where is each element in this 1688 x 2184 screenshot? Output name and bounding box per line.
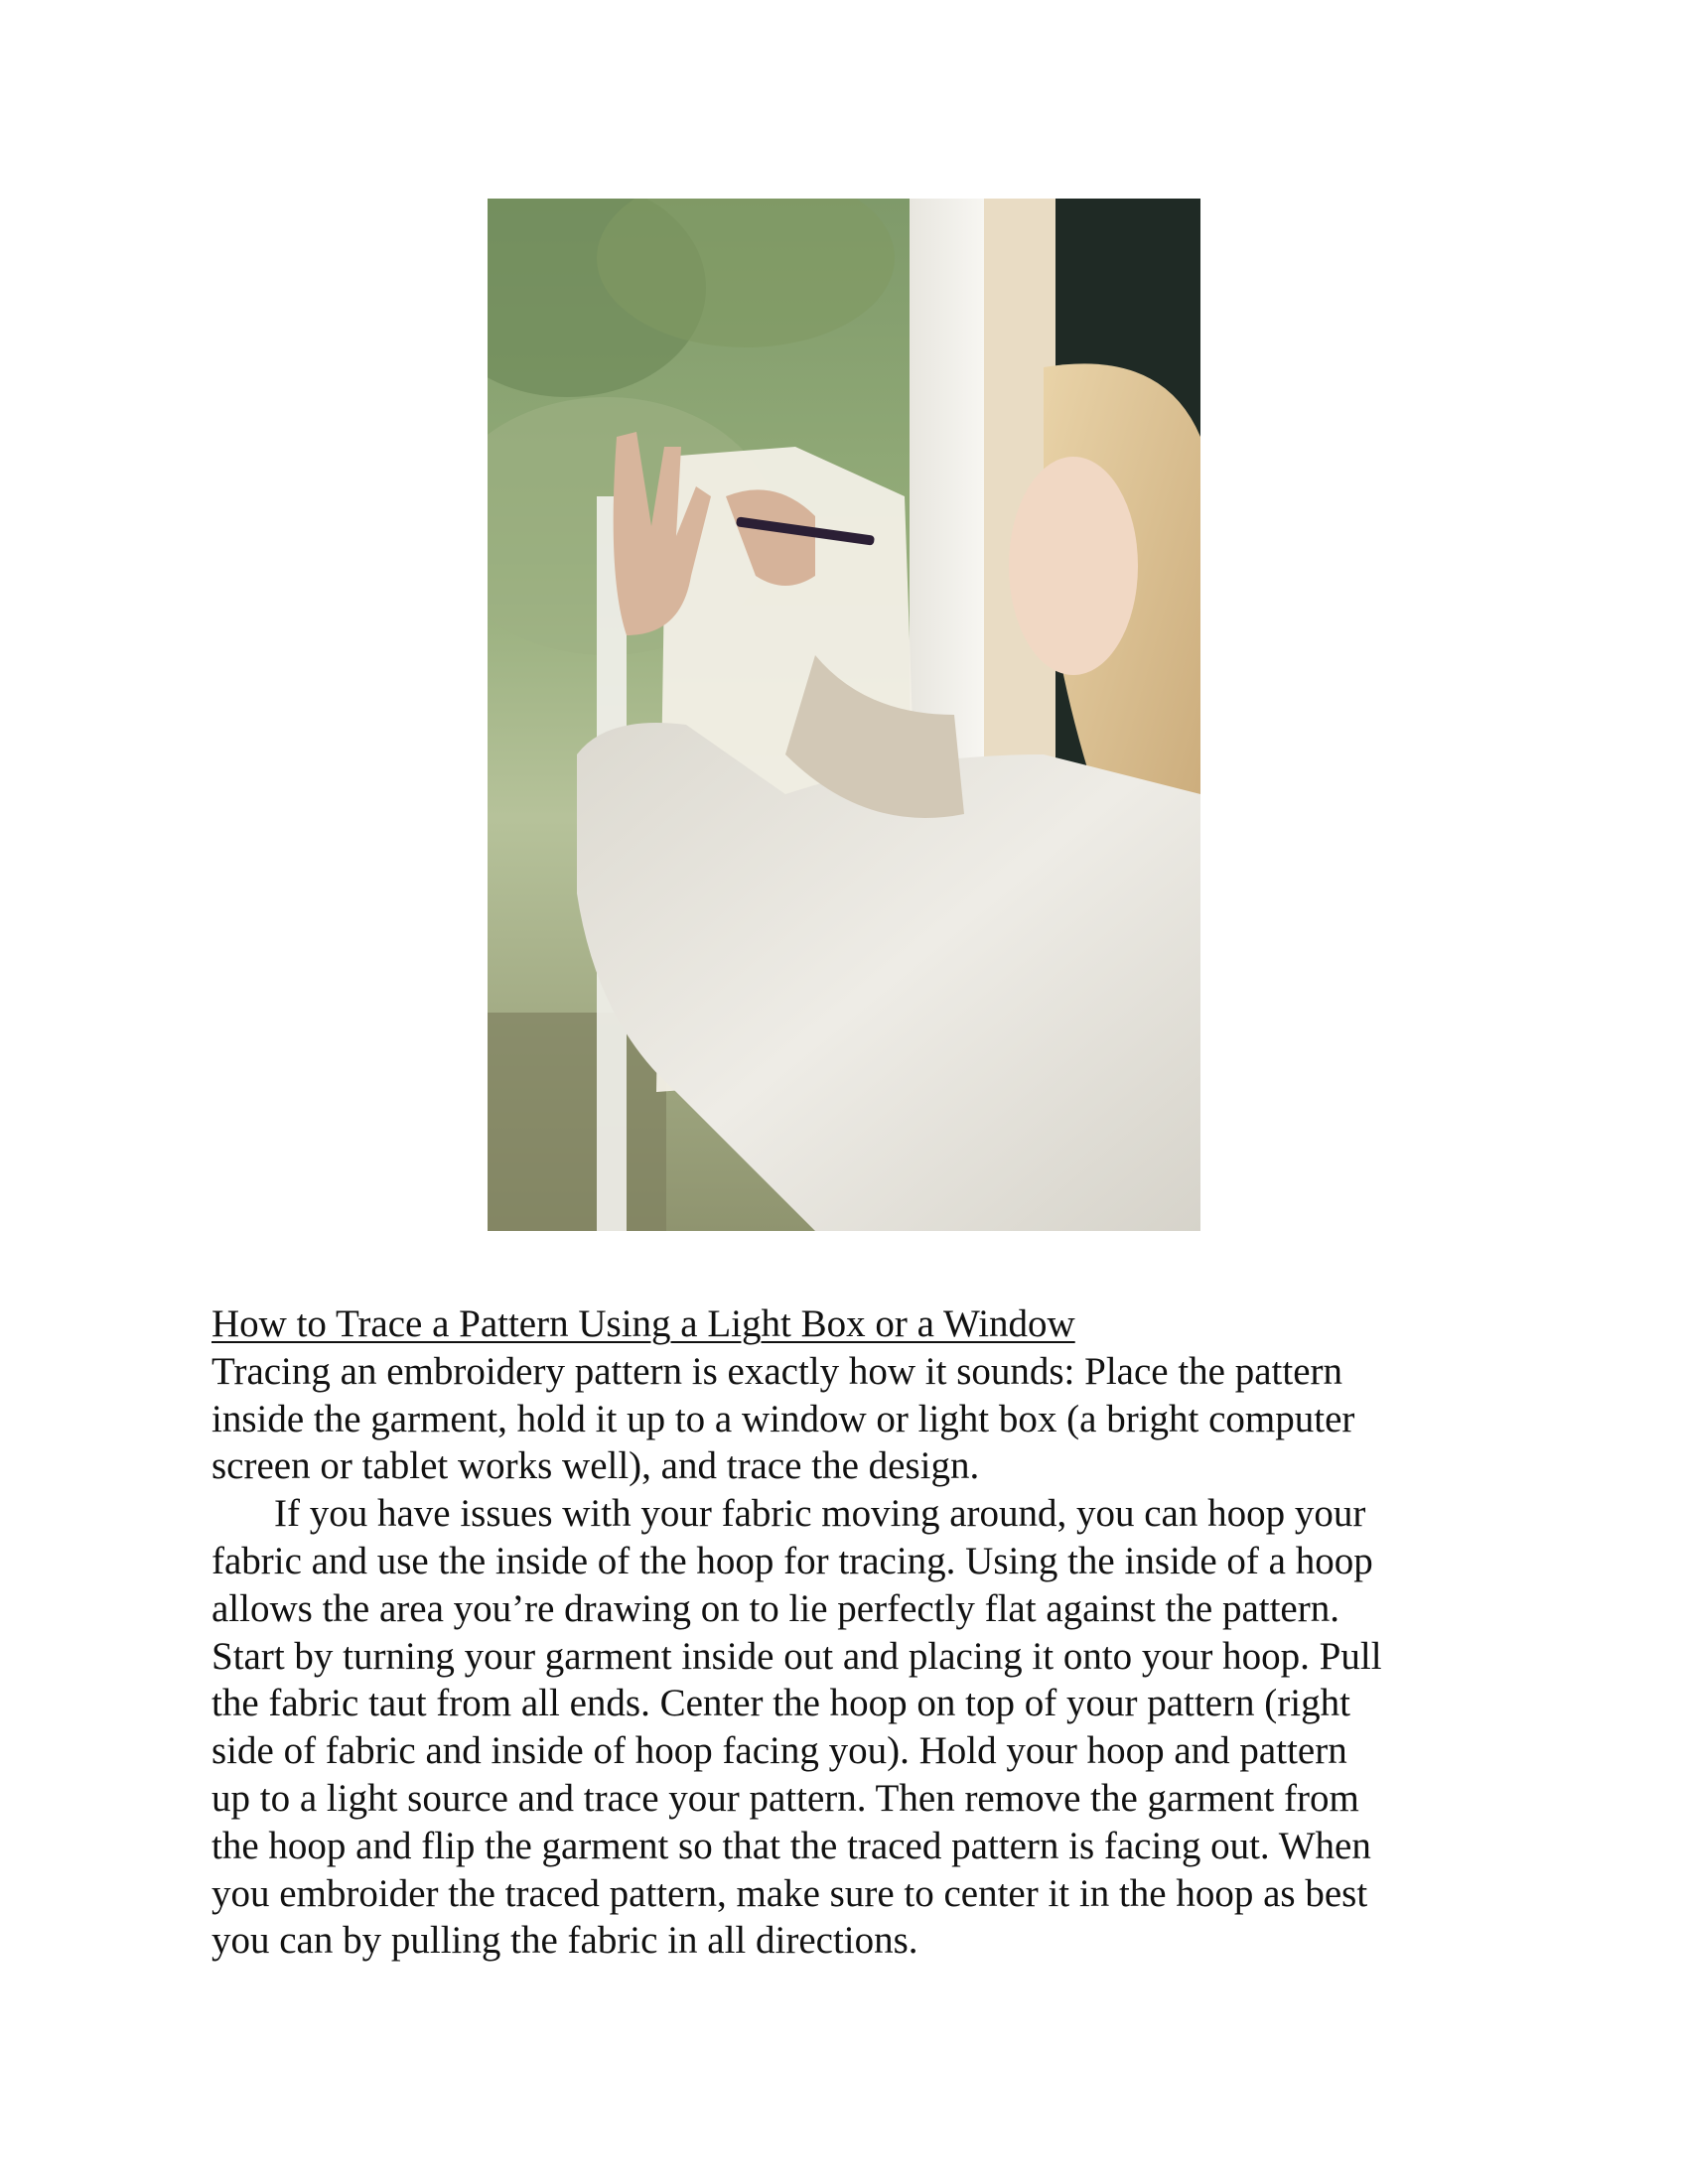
paragraph-1-line: screen or tablet works well), and trace the design. xyxy=(211,1444,980,1488)
paragraph-2 xyxy=(211,1490,1492,1965)
paragraph-1-line: inside the garment, hold it up to a window or light box (a bright computer xyxy=(211,1397,1355,1440)
paragraph-2-line: the fabric taut from all ends. Center the hoop on top of your pattern (right xyxy=(211,1682,1350,1725)
paragraph-1 xyxy=(211,1348,1492,1490)
photo-woman-tracing-at-window xyxy=(488,199,1200,1231)
paragraph-2-line: up to a light source and trace your pattern. Then remove the garment from xyxy=(211,1776,1359,1820)
article-heading: How to Trace a Pattern Using a Light Box or a Window xyxy=(211,1302,1075,1345)
paragraph-2-line: you embroider the traced pattern, make sure to center it in the hoop as best xyxy=(211,1871,1368,1915)
paragraph-2-line: you can by pulling the fabric in all directions. xyxy=(211,1919,918,1963)
paragraph-2-line: Start by turning your garment inside out and placing it onto your hoop. Pull xyxy=(211,1634,1382,1678)
paragraph-2-line: allows the area you’re drawing on to lie perfectly flat against the pattern. xyxy=(211,1586,1339,1630)
paragraph-2-line: fabric and use the inside of the hoop for tracing. Using the inside of a hoop xyxy=(211,1539,1373,1582)
paragraph-1-line: Tracing an embroidery pattern is exactly how it sounds: Place the pattern xyxy=(211,1349,1343,1393)
article xyxy=(211,1300,1492,1965)
photo-illustration xyxy=(488,199,1200,1231)
paragraph-2-line: the hoop and flip the garment so that the traced pattern is facing out. When xyxy=(211,1824,1371,1867)
paragraph-2-line: If you have issues with your fabric moving around, you can hoop your xyxy=(274,1492,1366,1536)
paragraph-2-line: side of fabric and inside of hoop facing you). Hold your hoop and pattern xyxy=(211,1729,1347,1773)
